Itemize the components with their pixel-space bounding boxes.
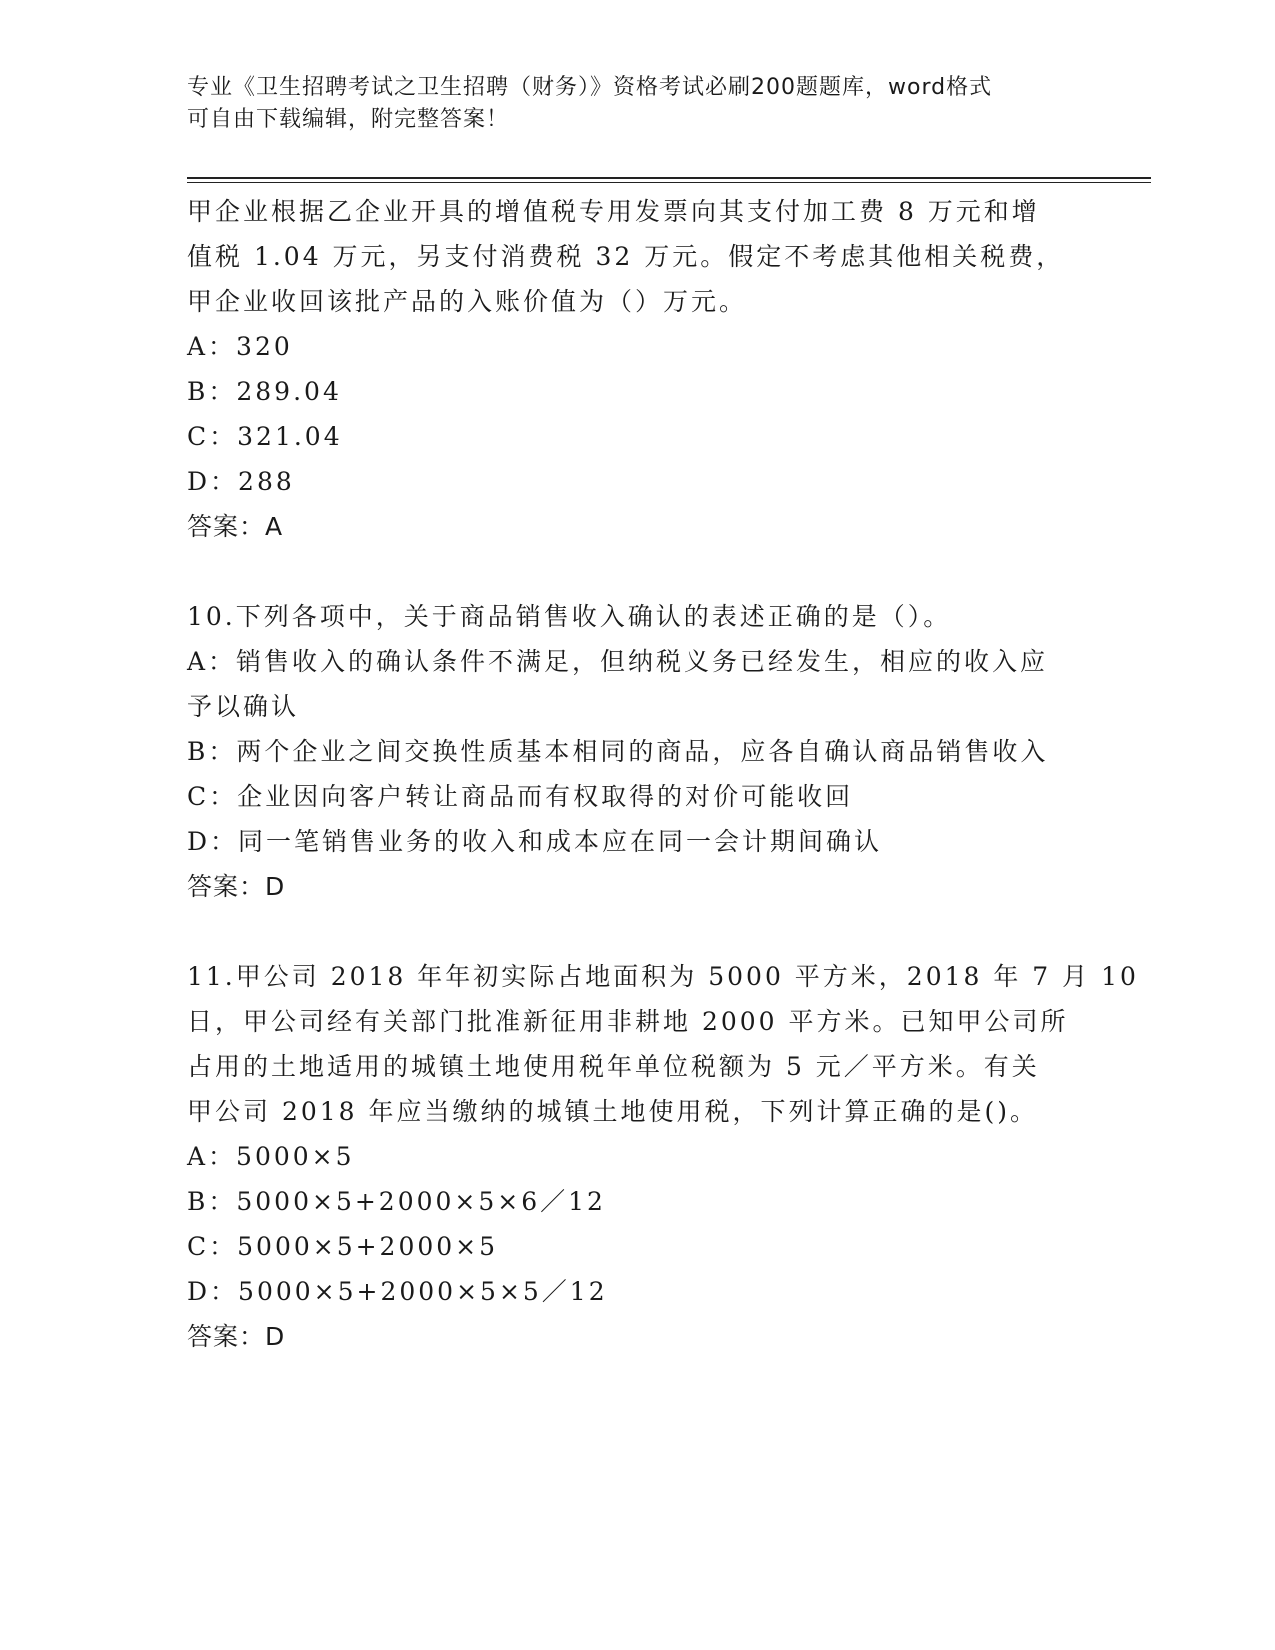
question-stem-line: 值税 1.04 万元，另支付消费税 32 万元。假定不考虑其他相关税费，	[187, 242, 1065, 271]
question-stem-line: 甲企业收回该批产品的入账价值为（）万元。	[187, 287, 748, 316]
option-c: C：321.04	[187, 422, 343, 451]
question-stem-line: 11.甲公司 2018 年年初实际占地面积为 5000 平方米，2018 年 7 月 10	[187, 962, 1139, 991]
answer-line: 答案：D	[187, 872, 286, 901]
question-9	[187, 189, 1087, 549]
option-d: D：288	[187, 467, 295, 496]
header-divider-thin	[187, 182, 1151, 183]
option-b: B：289.04	[187, 377, 342, 406]
option-a: A：320	[187, 332, 293, 361]
question-stem-line: 10.下列各项中，关于商品销售收入确认的表述正确的是（）。	[187, 602, 952, 631]
question-stem-line: 甲公司 2018 年应当缴纳的城镇土地使用税，下列计算正确的是()。	[187, 1097, 1039, 1126]
option-d: D：同一笔销售业务的收入和成本应在同一会计期间确认	[187, 827, 883, 856]
question-spacer	[187, 909, 1087, 954]
question-stem-line: 占用的土地适用的城镇土地使用税年单位税额为 5 元／平方米。有关	[187, 1052, 1040, 1081]
header-divider-thick	[187, 177, 1151, 179]
option-b: B：两个企业之间交换性质基本相同的商品，应各自确认商品销售收入	[187, 737, 1049, 766]
header-line-1: 专业《卫生招聘考试之卫生招聘（财务）》资格考试必刷200题题库，word格式	[187, 75, 993, 100]
option-c: C：5000×5+2000×5	[187, 1232, 499, 1261]
option-a: A：5000×5	[187, 1142, 355, 1171]
document-body	[187, 189, 1139, 1359]
question-stem-line: 日，甲公司经有关部门批准新征用非耕地 2000 平方米。已知甲公司所	[187, 1007, 1069, 1036]
question-stem-line: 甲企业根据乙企业开具的增值税专用发票向其支付加工费 8 万元和增	[187, 197, 1040, 226]
option-c: C：企业因向客户转让商品而有权取得的对价可能收回	[187, 782, 854, 811]
option-b: B：5000×5+2000×5×6／12	[187, 1187, 606, 1216]
option-a-continued: 予以确认	[187, 692, 300, 721]
question-11	[187, 954, 1139, 1359]
question-10	[187, 594, 1087, 909]
answer-line: 答案：D	[187, 1322, 286, 1351]
option-d: D：5000×5+2000×5×5／12	[187, 1277, 608, 1306]
question-spacer	[187, 549, 1087, 594]
document-header	[187, 72, 1087, 136]
option-a: A：销售收入的确认条件不满足，但纳税义务已经发生，相应的收入应	[187, 647, 1049, 676]
header-line-2: 可自由下载编辑，附完整答案！	[187, 107, 510, 132]
answer-line: 答案：A	[187, 512, 284, 541]
